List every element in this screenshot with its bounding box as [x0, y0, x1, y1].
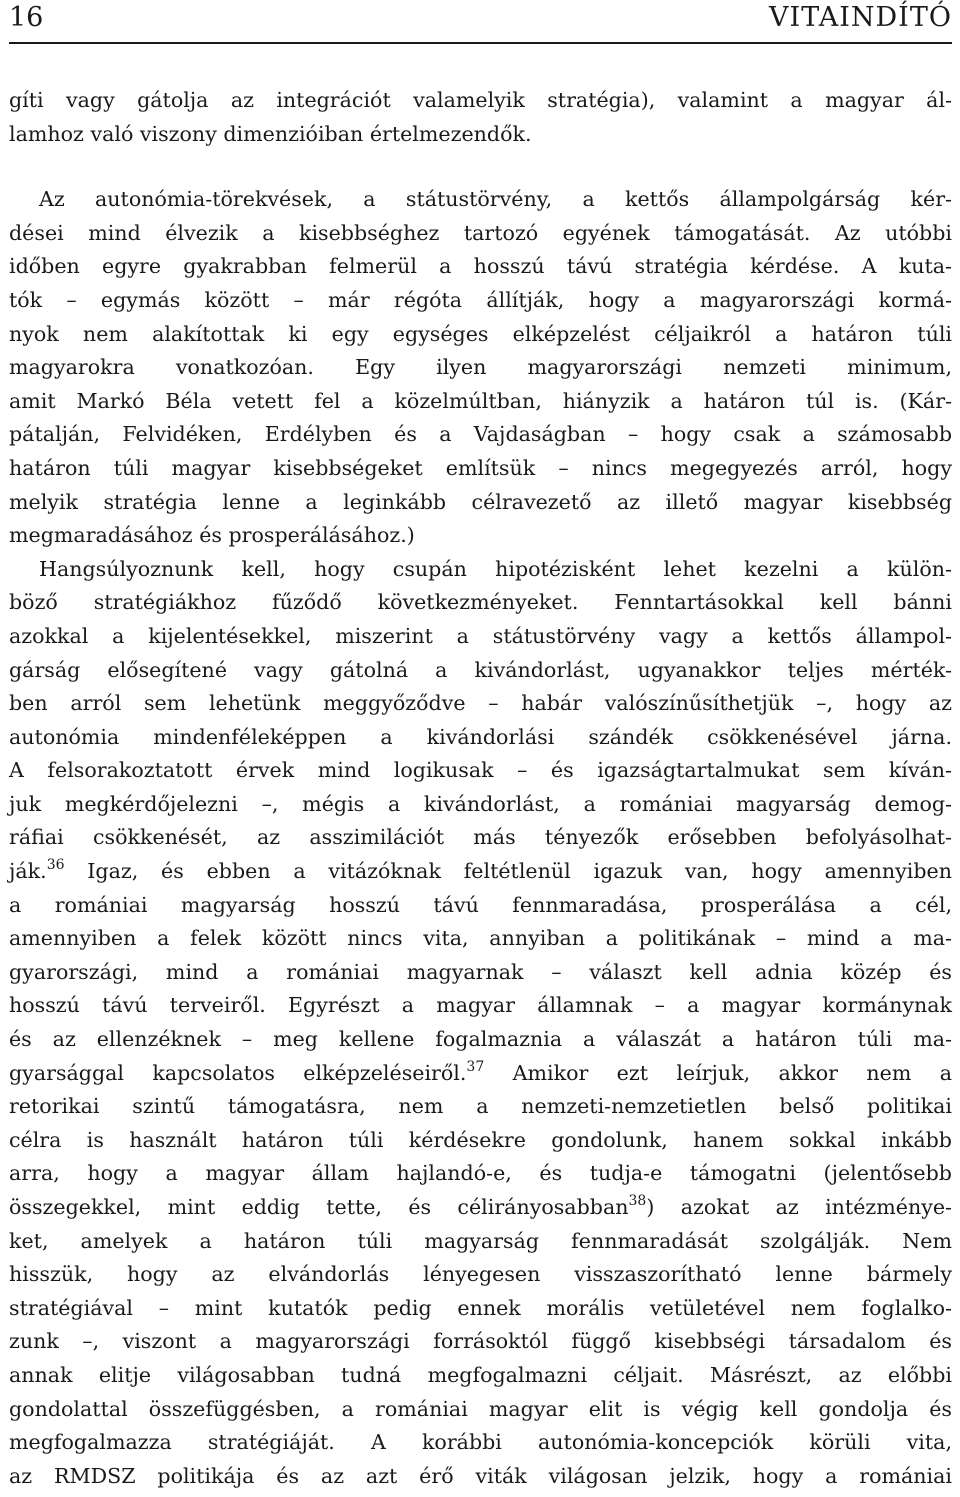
line-text: Igaz, és ebben a vitázóknak feltétlenül igazuk van, hogy amennyiben — [64, 859, 952, 884]
text-line: A felsorakoztatott érvek mind logikusak – és igazságtartalmukat sem kíván- — [9, 758, 952, 783]
text-line: böző stratégiákhoz fűződő következményeket. Fenntartásokkal kell bánni — [9, 590, 952, 615]
text-line: pátalján, Felvidéken, Erdélyben és a Vajdaságban – hogy csak a számosabb — [9, 422, 952, 447]
line-text: Amikor ezt leírjuk, akkor nem a — [484, 1060, 952, 1085]
text-line: megfogalmazza stratégiáját. A korábbi autonómia-koncepciók körüli vita, — [9, 1430, 952, 1455]
text-line: annak elitje világosabban tudná megfogalmazni céljait. Másrészt, az előbbi — [9, 1362, 952, 1387]
text-line: határon túli magyar kisebbségeket említsük – nincs megegyezés arról, hogy — [9, 455, 952, 480]
text-line: tók – egymás között – már régóta állítják, hogy a magyarországi kormá- — [9, 287, 952, 312]
page-header — [9, 0, 952, 42]
text-line: arra, hogy a magyar állam hajlandó-e, és tudja-e támogatni (jelentősebb — [9, 1161, 952, 1186]
footnote-ref[interactable]: 36 — [46, 857, 65, 874]
text-line: időben egyre gyakrabban felmerül a hosszú távú stratégia kérdése. A kuta- — [9, 254, 952, 279]
text-line: gondolattal összefüggésben, a romániai magyar elit is végig kell gondolja és — [9, 1396, 952, 1421]
text-line: gárság elősegítené vagy gátolná a kivándorlást, ugyanakkor teljes mérték- — [9, 657, 952, 682]
text-line: stratégiával – mint kutatók pedig ennek morális vetületével nem foglalko- — [9, 1295, 952, 1320]
text-line: azokkal a kijelentésekkel, miszerint a státustörvény vagy a kettős állampol- — [9, 623, 952, 648]
text-line: autonómia mindenféleképpen a kivándorlási szándék csökkenésével járna. — [9, 724, 952, 749]
text-line: zunk –, viszont a magyarországi forrásoktól függő kisebbségi társadalom és — [9, 1329, 952, 1354]
line-text: összegekkel, mint eddig tette, és célirányosabban — [9, 1195, 629, 1219]
text-line: megmaradásához és prosperálásához.) — [9, 523, 415, 548]
text-line: Hangsúlyoznunk kell, hogy csupán hipotézisként lehet kezelni a külön- — [39, 556, 952, 581]
text-line: lamhoz való viszony dimenzióiban értelmezendők. — [9, 121, 532, 146]
text-line: gyarországi, mind a romániai magyarnak – választ kell adnia közép és — [9, 959, 952, 984]
text-line: magyarokra vonatkozóan. Egy ilyen magyarországi nemzeti minimum, — [9, 355, 952, 380]
footnote-ref[interactable]: 38 — [628, 1193, 647, 1209]
text-line: amit Markó Béla vetett fel a közelmúltban, hiányzik a határon túl is. (Kár- — [9, 388, 952, 413]
line-text: ) azokat az intézménye- — [646, 1195, 953, 1219]
text-line: hosszú távú terveiről. Egyrészt a magyar államnak – a magyar kormánynak — [9, 993, 952, 1018]
paragraph-gap — [9, 151, 952, 183]
header-rule — [9, 42, 952, 44]
page-number: 16 — [9, 2, 44, 33]
text-line: juk megkérdőjelezni –, mégis a kivándorlást, a romániai magyarság demog- — [9, 791, 952, 816]
running-head: VITAINDÍTÓ — [769, 2, 952, 33]
text-line: ben arról sem lehetünk meggyőződve – habár valószínűsíthetjük –, hogy az — [9, 691, 952, 716]
text-line-with-footnote — [9, 1057, 952, 1091]
text-line: az RMDSZ politikája és az azt érő viták világosan jelzik, hogy a romániai — [9, 1463, 952, 1488]
text-line-with-footnote — [9, 855, 952, 889]
text-line: célra is használt határon túli kérdésekre gondolunk, hanem sokkal inkább — [9, 1127, 952, 1152]
text-line: nyok nem alakítottak ki egy egységes elképzelést céljaikról a határon túli — [9, 321, 952, 346]
text-line: retorikai szintű támogatásra, nem a nemzeti-nemzetietlen belső politikai — [9, 1094, 952, 1119]
line-text: ják. — [9, 859, 47, 884]
line-text: gyarsággal kapcsolatos elképzeléseiről. — [9, 1060, 467, 1085]
text-line: ket, amelyek a határon túli magyarság fennmaradását szolgálják. Nem — [9, 1228, 952, 1253]
text-line: amennyiben a felek között nincs vita, annyiban a politikának – mind a ma- — [9, 926, 952, 951]
text-line: melyik stratégia lenne a leginkább célravezető az illető magyar kisebbség — [9, 489, 952, 514]
text-line-with-footnote — [9, 1191, 952, 1225]
text-line: gíti vagy gátolja az integrációt valamelyik stratégia), valamint a magyar ál- — [9, 88, 952, 112]
text-line: dései mind élvezik a kisebbséghez tartozó egyének támogatását. Az utóbbi — [9, 220, 952, 245]
text-line: a romániai magyarság hosszú távú fennmaradása, prosperálása a cél, — [9, 892, 952, 917]
text-line: ráfiai csökkenését, az asszimilációt más tényezők erősebben befolyásolhat- — [9, 825, 952, 850]
text-line: Az autonómia-törekvések, a státustörvény, a kettős állampolgárság kér- — [39, 187, 952, 212]
footnote-ref[interactable]: 37 — [466, 1058, 485, 1075]
text-line: hisszük, hogy az elvándorlás lényegesen visszaszorítható lenne bármely — [9, 1262, 952, 1287]
body-text — [9, 84, 952, 1493]
text-line: és az ellenzéknek – meg kellene fogalmaznia a válaszát a határon túli ma- — [9, 1027, 952, 1052]
